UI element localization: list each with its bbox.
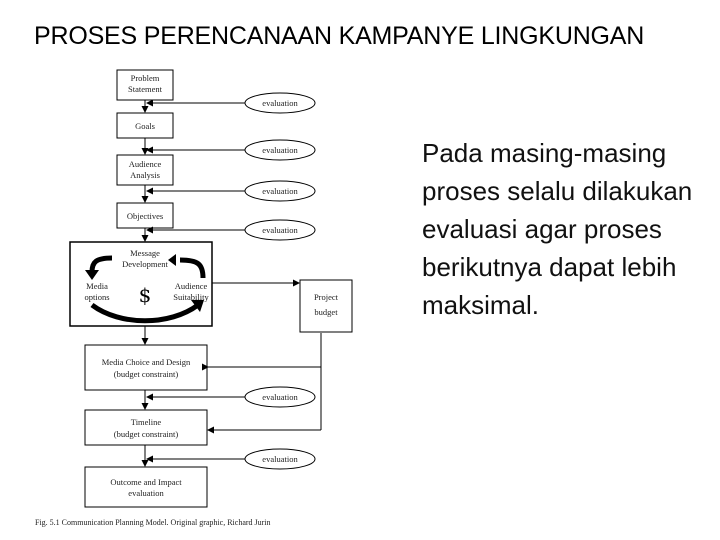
outcome-evaluation-label-1: Outcome and Impact bbox=[110, 477, 182, 487]
outcome-evaluation-box bbox=[85, 467, 207, 507]
audience-analysis-label-2: Analysis bbox=[130, 170, 160, 180]
media-choice-label-2: (budget constraint) bbox=[113, 369, 179, 379]
media-choice-box bbox=[85, 345, 207, 390]
timeline-label-2: (budget constraint) bbox=[113, 429, 179, 439]
audience-analysis-label-1: Audience bbox=[128, 159, 162, 169]
project-budget-label-2: budget bbox=[314, 307, 338, 317]
media-options-label-1: Media bbox=[86, 281, 108, 291]
problem-statement-label-1: Problem bbox=[130, 73, 160, 83]
problem-statement-label-2: Statement bbox=[128, 84, 162, 94]
evaluation-label: evaluation bbox=[262, 98, 298, 108]
audience-suitability-label-2: Suitability bbox=[173, 292, 209, 302]
evaluation-label: evaluation bbox=[262, 454, 298, 464]
figure-caption: Fig. 5.1 Communication Planning Model. Original graphic, Richard Jurin bbox=[35, 518, 271, 527]
media-options-label-2: options bbox=[84, 292, 110, 302]
goals-label: Goals bbox=[135, 121, 155, 131]
message-development-label-2: Development bbox=[122, 259, 168, 269]
evaluation-label: evaluation bbox=[262, 392, 298, 402]
slide-body-text: Pada masing-masing proses selalu dilakukan evaluasi agar proses berikutnya dapat lebih maksimal. bbox=[422, 138, 693, 320]
objectives-label: Objectives bbox=[126, 211, 164, 221]
outcome-evaluation-label-2: evaluation bbox=[128, 488, 164, 498]
media-choice-label-1: Media Choice and Design bbox=[101, 357, 191, 367]
project-budget-box bbox=[300, 280, 352, 332]
slide-title: PROSES PERENCANAAN KAMPANYE LINGKUNGAN bbox=[34, 22, 645, 50]
evaluation-label: evaluation bbox=[262, 145, 298, 155]
evaluation-label: evaluation bbox=[262, 186, 298, 196]
message-development-label-1: Message bbox=[130, 248, 160, 258]
evaluation-label: evaluation bbox=[262, 225, 298, 235]
project-budget-label-1: Project bbox=[313, 292, 339, 302]
audience-suitability-label-1: Audience bbox=[174, 281, 208, 291]
dollar-symbol: $ bbox=[138, 283, 152, 307]
timeline-box bbox=[85, 410, 207, 445]
timeline-label-1: Timeline bbox=[130, 417, 162, 427]
